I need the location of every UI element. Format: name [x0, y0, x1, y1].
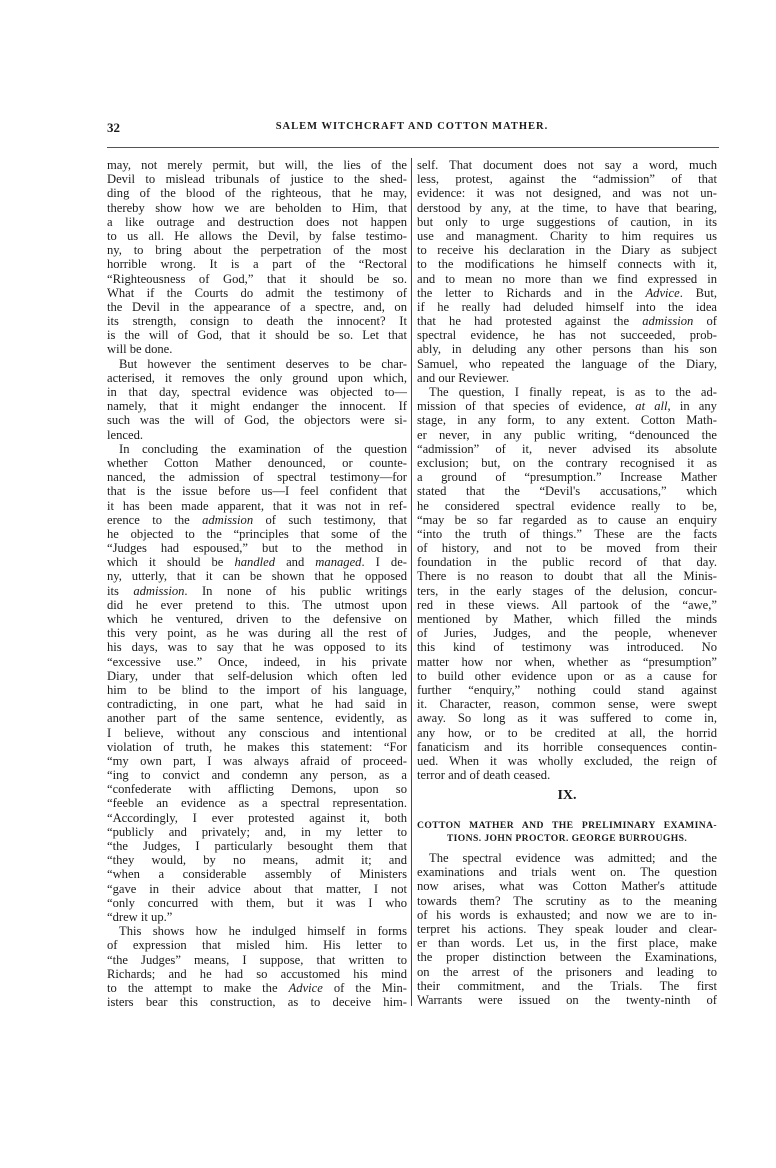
text-line: he objected to the “principles that some of the [107, 526, 407, 541]
header-rule [107, 147, 719, 148]
text-line: which he ventured, driven to the defensive on [107, 612, 407, 626]
text-line: “they would, by no means, admit it; and [107, 853, 407, 868]
text-line: towards them? The scrutiny as to the meaning [417, 893, 717, 908]
paragraph [107, 158, 407, 357]
text-line: “when a considerable assembly of Ministers [107, 867, 407, 882]
text-line: What if the Courts do admit the testimony of [107, 285, 407, 300]
paragraph [417, 385, 717, 782]
text-line: may, not merely permit, but will, the lies of the [107, 158, 407, 172]
text-line: ny, utterly, that it can be shown that he opposed [107, 569, 407, 584]
text-line: nanced, the admission of spectral testimony—for [107, 470, 407, 485]
text-line: but only to urge suggestions of caution, in its [417, 214, 717, 229]
paragraph [417, 851, 717, 1007]
text-line: now arises, what was Cotton Mather's attitude [417, 879, 717, 894]
text-line: “feeble an evidence as a spectral representation. [107, 796, 407, 811]
text-line: fanaticism and its horrible consequences contin- [417, 739, 717, 754]
text-line: “drew it up.” [107, 909, 173, 924]
italic-text: at all [635, 399, 668, 414]
text-line: his days, was to say that he was opposed to its [107, 640, 407, 655]
text-line: the proper distinction between the Examinations, [417, 950, 717, 965]
text-segment: and [275, 555, 316, 570]
section-heading-line: COTTON MATHER AND THE PRELIMINARY EXAMINA- [417, 820, 717, 831]
italic-text: admission [642, 314, 694, 329]
text-segment: . But, [679, 285, 717, 300]
text-line: But however the sentiment deserves to be char- [119, 356, 407, 371]
text-line: stated that the “Devil's accusations,” which [417, 484, 717, 499]
italic-text: Advice [645, 285, 680, 300]
text-line: “may be so far regarded as to cause an enquiry [417, 512, 717, 527]
text-line: contradicting, in one part, what he had said in [107, 697, 407, 712]
text-line: mentioned by Mather, which filled the minds [417, 612, 717, 626]
text-line: spectral evidence, he has not succeeded, prob- [417, 328, 717, 343]
italic-text: admission [202, 512, 254, 527]
left-column [107, 158, 407, 1009]
text-line: examinations and trials went on. The question [417, 865, 717, 880]
page-number: 32 [107, 120, 120, 135]
text-line: In concluding the examination of the question [119, 441, 407, 456]
text-line [417, 399, 717, 413]
text-line: it has been made apparent, that it was not in ref- [107, 498, 407, 513]
text-line: of expression that misled him. His letter to [107, 938, 407, 953]
text-line: ding of the blood of the righteous, that he may, [107, 186, 407, 201]
text-line: evidence: it was not designed, and was not un- [417, 186, 717, 201]
text-line [107, 555, 407, 569]
text-line: whether Cotton Mather denounced, or counte- [107, 455, 407, 470]
text-line: “ing to convict and condemn any person, as a [107, 768, 407, 783]
text-line: Warrants were issued on the twenty-ninth of [417, 992, 717, 1007]
text-line: terror and of death ceased. [417, 768, 551, 783]
text-line: There is no reason to doubt that all the Minis- [417, 569, 717, 584]
text-line [417, 286, 717, 300]
italic-text: Advice [288, 980, 323, 995]
paragraph [417, 158, 717, 385]
text-line: “excessive use.” Once, indeed, in his private [107, 654, 407, 669]
text-line: Samuel, who repeated the language of the Diary, [417, 356, 717, 371]
paragraph [107, 442, 407, 924]
text-line: its strength, consign to death the innocent? It [107, 314, 407, 329]
text-segment: . I de- [361, 555, 407, 570]
text-line: if he really had deluded himself into the idea [417, 299, 717, 314]
paragraph [107, 924, 407, 1009]
text-line: exclusion; but, on the contrary recognised it as [417, 455, 717, 470]
text-line: further “enquiry,” nothing could stand against [417, 682, 717, 697]
text-line: of Juries, Judges, and the people, whenever [417, 626, 717, 641]
text-line: another part of the same sentence, evidently, as [107, 711, 407, 726]
section-heading-line: TIONS. JOHN PROCTOR. GEORGE BURROUGHS. [446, 833, 688, 844]
text-line: of history, and not to be moved from their [417, 541, 717, 556]
text-line: “gave in their advice about that matter, I not [107, 881, 407, 896]
text-line: “confederate with afflicting Demons, upon so [107, 782, 407, 797]
text-line: “the Judges” means, I suppose, that written to [107, 952, 407, 967]
text-line: is the will of God, that it should be so. Let that [107, 328, 407, 343]
text-segment: that he had protested against the [417, 314, 643, 329]
text-line: This shows how he indulged himself in forms [119, 924, 407, 939]
text-line: to build other evidence upon or as a cause for [417, 668, 717, 683]
text-segment: , in any [667, 399, 717, 414]
text-line: this very point, as he was during all the rest of [107, 626, 407, 641]
text-line: a like outrage and destruction does not happen [107, 214, 407, 229]
text-segment: to the attempt to make the [107, 980, 289, 995]
text-segment: which it should be [107, 555, 235, 570]
text-line: away. So long as it was suffered to come in, [417, 711, 717, 726]
right-column [417, 158, 717, 782]
text-line: “the Judges, I particularly besought them that [107, 839, 407, 853]
text-segment: mission of that species of evidence, [417, 399, 636, 414]
text-line: terpret his actions. They speak louder and clear- [417, 921, 717, 936]
text-line: use and managment. Charity to him requires us [417, 228, 717, 243]
text-segment: of such testimony, that [253, 512, 407, 527]
text-line: to us all. He allows the Devil, by false testimo- [107, 228, 407, 243]
text-line: on the arrest of the prisoners and leading to [417, 964, 717, 979]
text-line: Devil to mislead tribunals of justice to the shed- [107, 172, 407, 187]
text-line: such was the will of God, the objectors were si- [107, 413, 407, 428]
text-segment: . In none of his public writings [184, 583, 407, 598]
text-line: of his words is exhausted; and now we are to in- [417, 907, 717, 922]
text-line: “Accordingly, I ever protested against it, both [107, 810, 407, 825]
text-line: “admission” of it, never advised its absolute [417, 441, 717, 456]
text-line: and to mean no more than we find expressed in [417, 271, 717, 286]
text-line: lenced. [107, 427, 144, 442]
text-line: and our Reviewer. [417, 370, 509, 385]
text-segment: of the Min- [322, 980, 407, 995]
text-segment: erence to the [107, 512, 203, 527]
text-line: ny, to bring about the perpetration of the most [107, 243, 407, 258]
text-line: “my own part, I was always afraid of proceed- [107, 753, 407, 768]
text-line: “into the truth of things.” These are the facts [417, 526, 717, 541]
text-line: foundation in the public record of that day. [417, 555, 717, 570]
text-line: “publicly and privately; and, in my letter to [107, 824, 407, 839]
text-line: did he ever pretend to this. The utmost upon [107, 597, 407, 612]
text-line: Diary, under that self-delusion which often led [107, 668, 407, 683]
text-line: their commitment, and the Trials. The first [417, 978, 717, 993]
text-line: “only concurred with them, but it was I who [107, 895, 407, 910]
running-title: SALEM WITCHCRAFT AND COTTON MATHER. [275, 121, 549, 132]
text-line: this kind of testimony was introduced. No [417, 640, 717, 655]
text-line: thereby show how we are beholden to Him, that [107, 200, 407, 215]
text-line: The question, I finally repeat, is as to the ad- [429, 385, 717, 399]
paragraph [107, 357, 407, 442]
text-line: stage, in any form, to any extent. Cotton Math- [417, 413, 717, 428]
text-line: to receive his declaration in the Diary as subject [417, 243, 717, 258]
text-line: a ground of “presumption.” Increase Mather [417, 470, 717, 485]
text-line: he considered spectral evidence really to be, [417, 498, 717, 513]
text-line: ters, in the early stages of the delusion, concur- [417, 583, 717, 598]
text-line: ued. When it was wholly excluded, the reign of [417, 753, 717, 768]
text-line: red in these views. All partook of the “awe,” [417, 597, 717, 612]
text-line: er never, in any public writing, “denounced the [417, 427, 717, 442]
text-line: horrible wrong. It is a part of the “Rectoral [107, 257, 407, 272]
text-line [417, 314, 717, 328]
text-line: “Righteousness of God,” that it should be so. [107, 271, 407, 286]
section-heading [417, 819, 717, 845]
column-divider [411, 158, 412, 1006]
text-line: that is the issue before us—I feel confident that [107, 484, 407, 499]
italic-text: admission [133, 583, 185, 598]
text-line [107, 981, 407, 995]
text-line: er than words. Let us, in the first place, make [417, 936, 717, 951]
text-line: less, protest, against the “admission” of that [417, 172, 717, 187]
text-line: acterised, it removes the only ground upon which, [107, 370, 407, 385]
text-line: in that day, spectral evidence was objected to— [107, 385, 407, 399]
text-line: “Judges had espoused,” but to the method in [107, 541, 407, 556]
text-line [107, 513, 407, 527]
text-segment: the letter to Richards and in the [417, 285, 646, 300]
text-line: namely, that it might endanger the innocent. If [107, 399, 407, 414]
italic-text: handled [234, 555, 276, 570]
text-line: matter how nor when, whether as “presumption” [417, 654, 717, 669]
text-line: Richards; and he had so accustomed his mind [107, 966, 407, 981]
text-line: self. That document does not say a word, much [417, 158, 717, 172]
text-line: violation of truth, he makes this statement: “For [107, 739, 407, 754]
text-line: isters bear this construction, as to deceive him- [107, 995, 407, 1010]
text-line: him to be blind to the import of his language, [107, 682, 407, 697]
section-body [417, 851, 717, 1007]
text-segment: of [693, 314, 717, 329]
text-line: any how, or to be credited at all, the horrid [417, 725, 717, 740]
text-line: will be done. [107, 342, 173, 357]
text-line: it. Character, reason, common sense, were swept [417, 697, 717, 712]
text-line: The spectral evidence was admitted; and the [429, 851, 717, 865]
text-line: I believe, without any conscious and intentional [107, 725, 407, 740]
text-line: the Devil in the appearance of a spectre, and, on [107, 299, 407, 314]
text-segment: its [107, 583, 134, 598]
italic-text: managed [315, 555, 362, 570]
text-line: ably, in deluding any other persons than his son [417, 342, 717, 357]
text-line: derstood by any, at the time, to have that bearing, [417, 200, 717, 215]
section-number: IX. [557, 788, 577, 803]
text-line [107, 584, 407, 598]
text-line: to the modifications he himself connects with it, [417, 257, 717, 272]
